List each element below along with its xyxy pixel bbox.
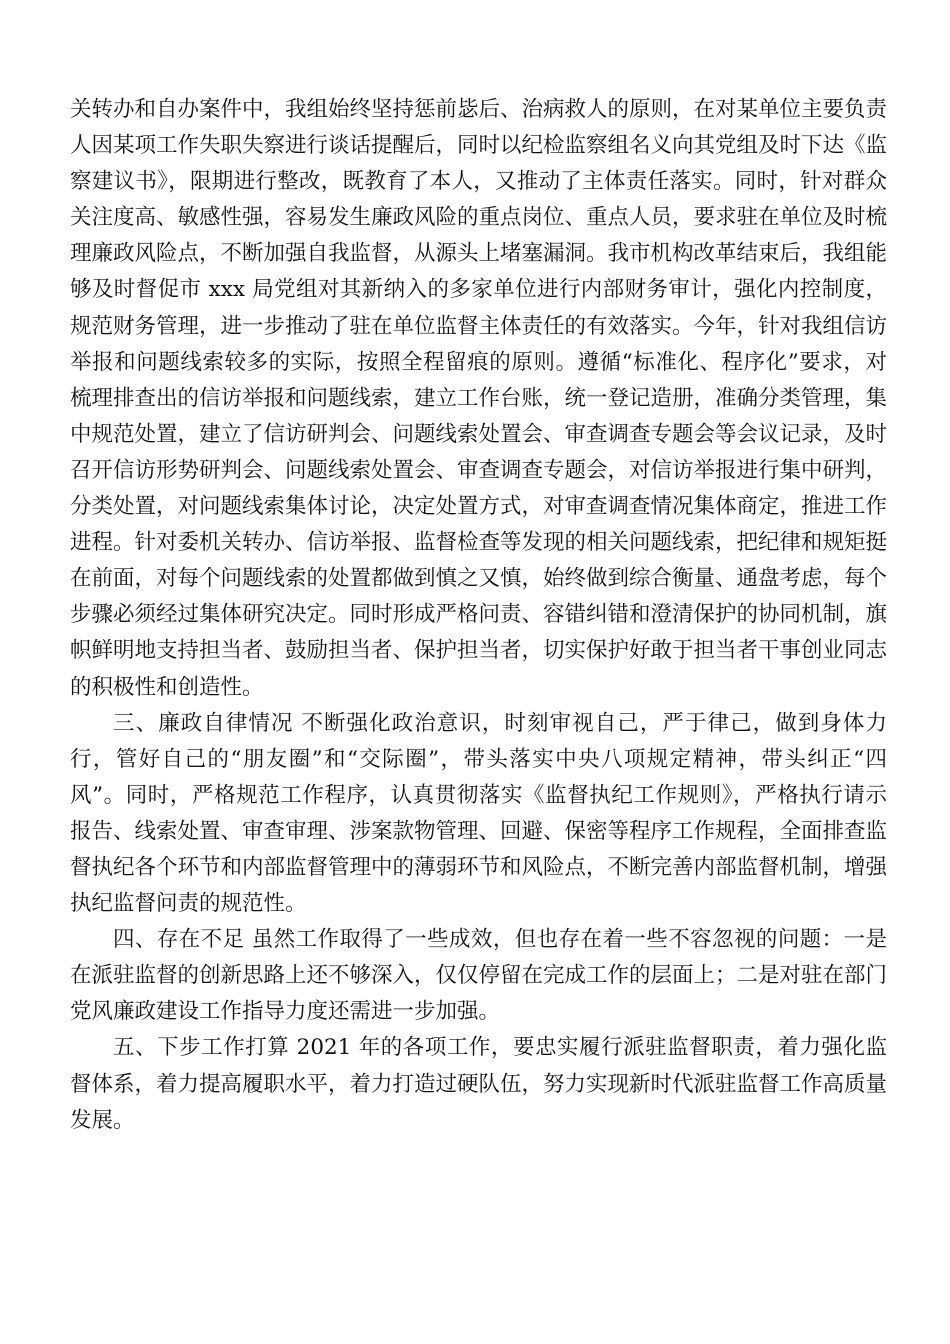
paragraph-section-three: 三、廉政自律情况 不断强化政治意识，时刻审视自己，严于律己，做到身体力行，管好自己的“朋友圈”和“交际圈”，带头落实中央八项规定精神，带头纠正“四风”。同时，严格规范工作程序，认真贯彻落实《监督执纪工作规则》，严格执行请示报告、线索处置、审查审理、涉案款物管理、回避、保密等程序工作规程，全面排查监督执纪各个环节和内部监督管理中的薄弱环节和风险点，不断完善内部监督机制，增强执纪监督问责的规范性。 [70,710,888,917]
paragraph-section-five: 五、下步工作打算 2021 年的各项工作，要忠实履行派驻监督职责，着力强化监督体系，着力提高履职水平，着力打造过硬队伍，努力实现新时代派驻监督工作高质量发展。 [70,1035,888,1133]
paragraph-section-four: 四、存在不足 虽然工作取得了一些成效，但也存在着一些不容忽视的问题：一是在派驻监督的创新思路上还不够深入，仅仅停留在完成工作的层面上；二是对驻在部门党风廉政建设工作指导力度还需进一步加强。 [70,927,888,1025]
paragraph-continuation: 关转办和自办案件中，我组始终坚持惩前毖后、治病救人的原则，在对某单位主要负责人因某项工作失职失察进行谈话提醒后，同时以纪检监察组名义向其党组及时下达《监察建议书》，限期进行整改，既教育了本人，又推动了主体责任落实。同时，针对群众关注度高、敏感性强，容易发生廉政风险的重点岗位、重点人员，要求驻在单位及时梳理廉政风险点，不断加强自我监督，从源头上堵塞漏洞。我市机构改革结束后，我组能够及时督促市 xxx 局党组对其新纳入的多家单位进行内部财务审计，强化内控制度，规范财务管理，进一步推动了驻在单位监督主体责任的有效落实。今年，针对我组信访举报和问题线索较多的实际，按照全程留痕的原则。遵循“标准化、程序化”要求，对梳理排查出的信访举报和问题线索，建立工作台账，统一登记造册，准确分类管理，集中规范处置，建立了信访研判会、问题线索处置会、审查调查专题会等会议记录，及时召开信访形势研判会、问题线索处置会、审查调查专题会，对信访举报进行集中研判，分类处置，对问题线索集体讨论，决定处置方式，对审查调查情况集体商定，推进工作进程。针对委机关转办、信访举报、监督检查等发现的相关问题线索，把纪律和规矩挺在前面，对每个问题线索的处置都做到慎之又慎，始终做到综合衡量、通盘考虑，每个步骤必须经过集体研究决定。同时形成严格问责、容错纠错和澄清保护的协同机制，旗帜鲜明地支持担当者、鼓励担当者、保护担当者，切实保护好敢于担当者干事创业同志的积极性和创造性。 [70,97,888,700]
document-body [70,92,887,1139]
